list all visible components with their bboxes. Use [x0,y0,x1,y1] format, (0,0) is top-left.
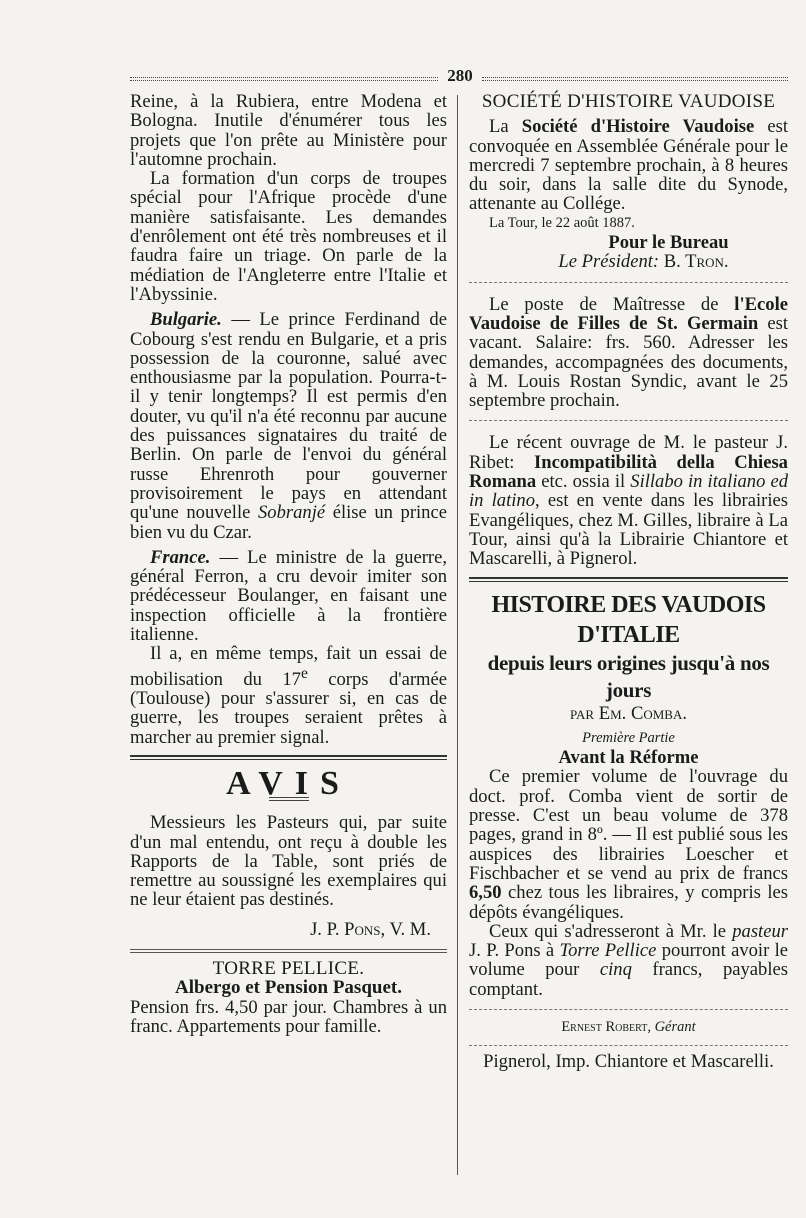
section-separator [469,1045,788,1046]
histoire-notice: Ce premier volume de l'ouvrage du doct. prof. Comba vient de sortir de presse. C'est un beau volume de 378 pages, grand in 8º. — Il est publié sous les auspices des librairies Loescher et Fischbacher et se vend au prix de francs 6,50 chez tous les libraires, y compris les dépôts évangéliques. [469,766,788,923]
societe-bureau: Pour le Bureau [608,232,729,254]
avis-title: AVIS [226,764,351,802]
header-rule-left [130,77,438,81]
ecole-notice: Le poste de Maîtresse de l'Ecole Vaudoise de Filles de St. Germain est vacant. Salaire: frs. 560. Adresser les demandes, accompagnées des documents, à M. Louis Rostan Syndic, avant le 25 septembre prochain. [469,293,788,412]
histoire-author: par Em. Comba. [569,702,687,724]
section-separator [469,282,788,283]
header-rule-right [482,77,788,81]
avis-notice: Messieurs les Pasteurs qui, par suite d'un mal entendu, ont reçu à double les Rapports de la Table, sont priés de remettre au soussigné les exemplaires qui ne leur étaient pas destinés. [130,812,447,911]
societe-president: Le Président: B. Tron. [558,251,729,273]
societe-notice: La Société d'Histoire Vaudoise est convoquée en Assemblée Générale pour le mercredi 7 septembre prochain, à 8 heures du soir, dans la salle dite du Synode, attenante au Collége. [469,116,789,215]
section-separator [130,949,447,953]
histoire-part-title: Avant la Réforme [558,747,699,769]
albergo-details: Pension frs. 4,50 par jour. Chambres à un franc. Appartements pour famille. [130,996,447,1037]
imprint-line: Pignerol, Imp. Chiantore et Mascarelli. [483,1051,774,1073]
left-column [130,92,447,1036]
societe-date: La Tour, le 22 août 1887. [489,214,635,231]
societe-title: SOCIÉTÉ D'HISTOIRE VAUDOISE [481,91,776,112]
article-bulgarie: Bulgarie. — Le prince Ferdinand de Cobourg s'est rendu en Bulgarie, et a pris possession de la couronne, salué avec enthousiasme par la population. Pourra-t-il y tenir longtemps? Il est permis d'en douter, vu qu'il n'a été reconnu par aucune des puissances signataires du traité de Berlin. On parle de l'envoi du général russe Ehrenroth pour gouverner provisoirement le pays en attendant qu'une nouvelle Sobranjé élise un prince bien vu du Czar. [130,309,447,543]
avis-signature: J. P. Pons, V. M. [310,918,431,940]
article-france: France. — Le ministre de la guerre, général Ferron, a cru devoir imiter son prédécesseur Boulanger, en faisant une inspection officielle à la frontière italienne. [130,546,447,646]
histoire-offer: Ceux qui s'adresseront à Mr. le pasteur J. P. Pons à Torre Pellice pourront avoir le volume pour cinq francs, payables comptant. [469,920,789,1000]
section-separator [469,420,788,421]
right-column [469,92,788,1072]
section-separator [469,577,788,582]
albergo-name: Albergo et Pension Pasquet. [175,977,402,999]
section-separator [130,755,447,760]
page-header [130,66,788,90]
histoire-part: Première Partie [582,729,675,746]
torre-pellice-title: TORRE PELLICE. [212,958,365,980]
gerant-line: Ernest Robert, Gérant [561,1018,696,1035]
histoire-title: HISTOIRE DES VAUDOIS D'ITALIE [491,591,766,648]
column-divider [457,95,458,1175]
bulgarie-heading: Bulgarie. [150,309,222,331]
histoire-subtitle: depuis leurs origines jusqu'à nos jours [487,650,770,702]
france-heading: France. [150,546,211,568]
article-continued: Reine, à la Rubiera, entre Modena et Bologna. Inutile d'énumérer tous les projets que l'on prête au Ministère pour l'automne prochain. [130,91,447,170]
article-africa: La formation d'un corps de troupes spécial pour l'Afrique procède d'une manière satisfaisante. Les demandes d'enrôlement ont été très nombreuses et il faudra faire un triage. On parle de la médiation de l'Angleterre entre l'Italie et l'Abyssinie. [130,168,447,305]
article-mobilisation: Il a, en même temps, fait un essai de mobilisation du 17e corps d'armée (Toulouse) pour s'assurer si, en cas de guerre, les troupes seraient prêtes à marcher au premier signal. [130,643,447,748]
section-separator [469,1009,788,1010]
page-number: 280 [447,66,473,85]
ouvrage-notice: Le récent ouvrage de M. le pasteur J. Ribet: Incompatibilità della Chiesa Romana etc. ossia il Sillabo in italiano ed in latino, est en vente dans les librairies Evangéliques, chez M. Gilles, libraire à La Tour, ainsi qu'à la Librairie Chiantore et Mascarelli, à Pignerol. [469,432,789,570]
